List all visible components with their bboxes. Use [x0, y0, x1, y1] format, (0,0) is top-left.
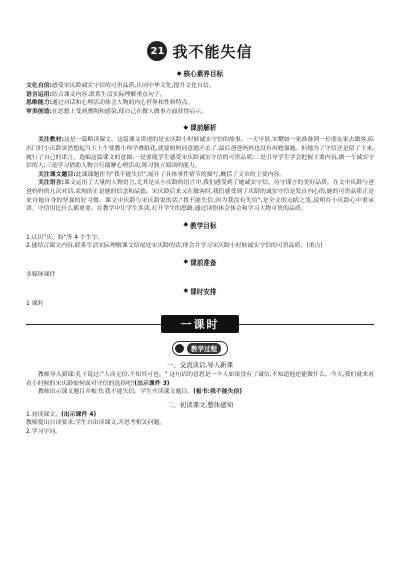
lesson-title: 我不能失信	[172, 42, 253, 61]
schedule-text: 1 课时	[26, 300, 44, 307]
diamond-icon: ◆	[183, 258, 189, 266]
teaching-goal: 1.认识"庆、盼"等 4 个生字。	[26, 234, 104, 241]
step-title: 二、初读课文,整体感知	[167, 400, 233, 409]
section-title-schedule: ◆ 课时安排	[183, 287, 217, 296]
period-divider	[26, 312, 374, 338]
step-paragraph: 教师提出自读要求,学生自由读课文,并思考相关问题。	[26, 420, 166, 427]
analysis-paragraph: 关注教材:这是一篇略读课文。这篇课文讲述的是宋庆龄小时候诚实守信的故事。一天早晨,宋耀如一家准备到一位朋友家去做客,临出门时小庆龄突然想起当天上午要教小珍学叠纸花,就要妈妈同意她不去了,最后爸爸妈妈也没有再勉强她。但她为了守信还是留了下来,履行了自己的诺言。选编这篇课文的意图,一是要使学生感受宋庆龄诚实守信的可贵品质;二是引导学生学会把握主要内容,做一个诚实守信的人;三是学习借助人物言行揣摩心理活动,练习独立阅读的能力。	[26, 137, 374, 170]
diamond-icon: ◆	[183, 287, 189, 294]
diamond-icon: ◆	[176, 69, 182, 77]
section-title-analysis: ◆ 课前解析	[183, 123, 217, 133]
step-paragraph: 1.初读课文。(出示课件 4)	[26, 411, 97, 418]
analysis-paragraph: 关注课文题目:此课课题作为"我不能失信",展开了具体事件情节的描写,概括了文章的主要内容。	[38, 171, 286, 178]
step-paragraph: 教师导入新课:孔子说过:"人而无信,不知其可也。" 这句话的意思是一个人如果没有了诚信,不知道他还能做什么。今天,我们就来看看小时候的宋庆龄如何面对守信的选择吧!(出示课件 3)	[26, 372, 374, 387]
step-title: 一、交流谈话,导入新课	[167, 361, 233, 370]
bullet-icon	[175, 344, 184, 353]
diamond-icon: ◆	[183, 221, 189, 229]
step-paragraph: 教师出示课文题目并板书:我不能失信。学生齐读课文题目。(板书:我不能失信)	[38, 389, 243, 396]
literacy-item: 思维能力:通过对话和心理活动体会人物的内心世界和性格特点。	[26, 100, 194, 107]
preparation-text: 多媒体课件	[26, 271, 56, 278]
section-title-literacy: ◆ 核心素养目标	[176, 69, 224, 78]
period-label: 一课时	[161, 315, 239, 333]
section-title-preparation: ◆ 课前准备	[183, 258, 217, 267]
diamond-icon: ◆	[183, 123, 189, 131]
section-title-teaching-goals: ◆ 教学目标	[183, 221, 217, 230]
lesson-header	[26, 40, 374, 62]
literacy-item: 审美创造:在思想上受到熏陶和感染,使自己在做人做事方面获得启示。	[26, 108, 207, 115]
step-paragraph: 2.学习字词。	[26, 429, 62, 436]
lesson-number-badge: 21	[147, 41, 167, 61]
analysis-paragraph: 关注语言:课文运用了大量的人物语言,尤其是从小庆龄的语言中,我们感受到了她诚实守信、待守谨言的美好品质。在文中庆龄与爸爸妈妈的几次对话,表现的正是她的信念和品德。宋庆龄后来又在做客时,我们感受到了庆龄的诚实守信是发自内心的,她的可贵品质正是来自她自身的坚强的好习惯。课文中庆龄与宋庆龄说的话,"我不能失信,因为我没有失信",是全文的点睛之笔,说明在小庆龄心中重承诺、守信用比什么都重要。在教学中让学生多读,打开学生的思路,通过读悟体会体会和学习人物可贵的品质。	[26, 180, 374, 213]
teaching-goal: 2.能结合课文内容,联系生活实际理解课文结尾处宋庆龄的话,体会并学习宋庆龄小时候诚实守信的可贵品质。(重点)	[26, 243, 323, 250]
literacy-item: 语言运用:结合课文内容,联系生活实际理解重点句子。	[26, 91, 166, 98]
literacy-item: 文化自信:感受宋庆龄诚实守信的可贵品质,认同中华文化,提升文化自信。	[26, 83, 215, 89]
teaching-process-badge: 教学过程	[172, 341, 228, 356]
